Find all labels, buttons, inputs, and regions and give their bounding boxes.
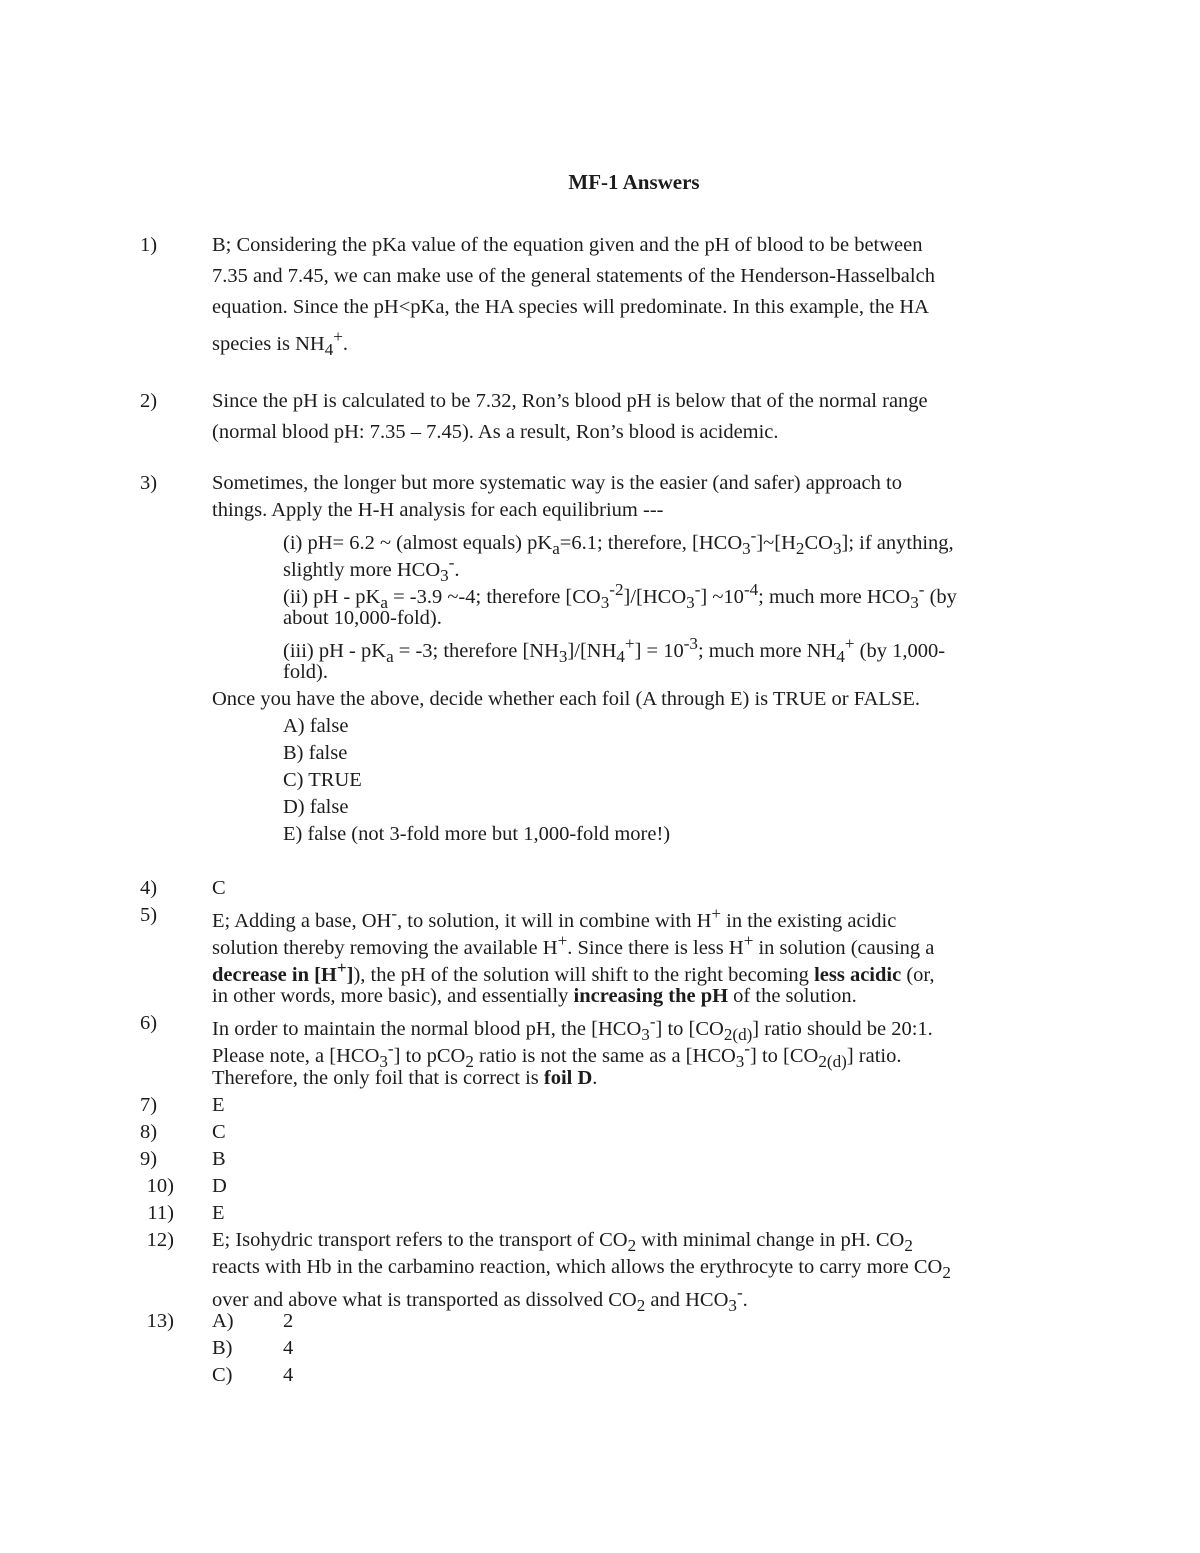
answer-7: E [212, 1094, 225, 1116]
answer-3-equilibrium-i: (i) pH= 6.2 ~ (almost equals) $pK_a=6.1$; therefore, $[HCO_3^-]\sim[H_2CO_3]$; if anything, [283, 526, 954, 558]
answer-5-line-3: decrease in [H+]), the pH of the solution will shift to the right becoming less acidic (or, [212, 958, 935, 986]
answer-6-line-3: Therefore, the only foil that is correct is foil D. [212, 1067, 598, 1089]
question-number-7: 7) [140, 1094, 158, 1116]
answer-5-line-2: solution thereby removing the available H+. Since there is less H+ in solution (causing a [212, 931, 935, 959]
answer-13-label-c: C) [212, 1364, 233, 1386]
answer-13-value-c: 4 [283, 1364, 294, 1386]
answer-13-label-b: B) [212, 1337, 233, 1359]
question-number-11: 11) [147, 1202, 174, 1224]
answer-3-foil-b: B) false [283, 742, 348, 764]
answer-5-line-4: in other words, more basic), and essentially increasing the pH of the solution. [212, 985, 857, 1007]
page-title: MF-1 Answers [568, 170, 700, 194]
answer-12-line-3: over and above what is transported as dissolved $CO_2$ and $HCO_3^-$. [212, 1283, 748, 1315]
question-number-12: 12) [146, 1229, 174, 1251]
answer-3-foil-a: A) false [283, 715, 349, 737]
answer-12-line-2: reacts with Hb in the carbamino reaction, which allows the erythrocyte to carry more $CO_2$ [212, 1256, 951, 1283]
answer-3-equilibrium-i-cont: slightly more $HCO_3^-$. [283, 553, 460, 585]
answer-11: E [212, 1202, 225, 1224]
answer-2-line-2: (normal blood pH: 7.35 – 7.45). As a result, Ron’s blood is acidemic. [212, 421, 779, 443]
question-number-8: 8) [140, 1121, 158, 1143]
question-number-2: 2) [140, 390, 158, 412]
answer-3-foil-e: E) false (not 3-fold more but 1,000-fold more!) [283, 823, 671, 845]
answer-12-line-1: E; Isohydric transport refers to the transport of $CO_2$ with minimal change in pH. $CO_2$ [212, 1229, 913, 1256]
answer-13-value-b: 4 [283, 1337, 294, 1359]
answer-6-line-1: In order to maintain the normal blood pH, the $[HCO_3^-]$ to $[CO_{2(d)}]$ ratio should be 20:1. [212, 1012, 933, 1044]
answer-13-label-a: A) [212, 1310, 234, 1332]
answer-4: C [212, 877, 226, 899]
answer-2-line-1: Since the pH is calculated to be 7.32, Ron’s blood pH is below that of the normal range [212, 390, 928, 412]
answer-3-equilibrium-iii-cont: fold). [283, 661, 328, 683]
answer-8: C [212, 1121, 226, 1143]
answer-1-line-4: species is $NH_4^+$. [212, 327, 349, 359]
question-number-1: 1) [140, 234, 158, 256]
answer-10: D [212, 1175, 227, 1197]
answer-3-equilibrium-ii: (ii) pH - $pK_a = -3.9$ ~-4; therefore $[CO_3^{-2}]/[HCO_3^-]$ $\sim 10^{-4}$; much more $HCO_3^-$ (by [283, 580, 957, 612]
answer-3-equilibrium-iii: (iii) pH - $pK_a = -3$; therefore $[NH_3]/[NH_4^+] = 10^{-3}$; much more $NH_4^+$ (by 1,000- [283, 634, 946, 666]
question-number-4: 4) [140, 877, 158, 899]
question-number-6: 6) [140, 1012, 158, 1034]
answer-3-instruction: Once you have the above, decide whether each foil (A through E) is TRUE or FALSE. [212, 688, 921, 710]
answer-3-line-2: things. Apply the H-H analysis for each equilibrium --- [212, 499, 664, 521]
answer-1-line-2: 7.35 and 7.45, we can make use of the general statements of the Henderson-Hasselbalch [212, 265, 935, 287]
question-number-9: 9) [140, 1148, 158, 1170]
answer-1-line-3: equation. Since the pH<pKa, the HA species will predominate. In this example, the HA [212, 296, 929, 318]
answer-6-line-2: Please note, a $[HCO_3^-]$ to pCO$_2$ ratio is not the same as a $[HCO_3^-]$ to $[CO_{2(d)}]$ ratio. [212, 1039, 902, 1071]
answer-3-foil-c: C) TRUE [283, 769, 362, 791]
question-number-13: 13) [146, 1310, 174, 1332]
answer-3-foil-d: D) false [283, 796, 349, 818]
answer-3-line-1: Sometimes, the longer but more systematic way is the easier (and safer) approach to [212, 472, 902, 494]
answer-1-line-1: B; Considering the pKa value of the equation given and the pH of blood to be between [212, 234, 923, 256]
answer-5-line-1: E; Adding a base, OH-, to solution, it will in combine with H+ in the existing acidic [212, 904, 897, 932]
answer-13-value-a: 2 [283, 1310, 294, 1332]
answer-9: B [212, 1148, 226, 1170]
answer-3-equilibrium-ii-cont: about 10,000-fold). [283, 607, 442, 629]
question-number-5: 5) [140, 904, 158, 926]
question-number-10: 10) [146, 1175, 174, 1197]
question-number-3: 3) [140, 472, 158, 494]
